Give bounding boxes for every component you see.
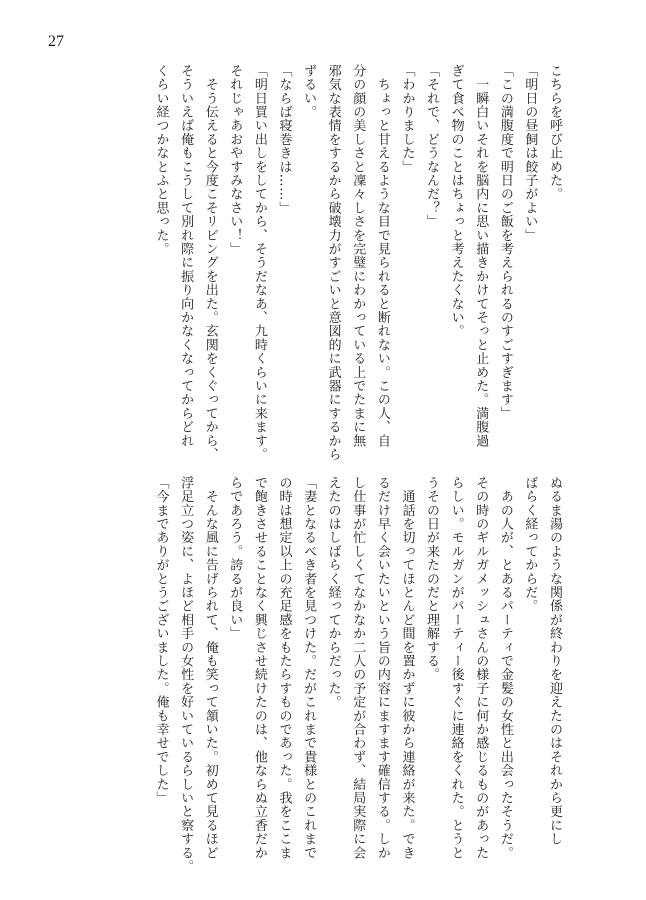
text-line: 「この満腹度で明日のご飯を考えられるのすごすぎます」 bbox=[497, 64, 513, 421]
text-line: の時は想定以上の充足感をもたらすものであった。我をここま bbox=[276, 476, 292, 860]
text-line: うその日が来たのだと理解する。 bbox=[424, 476, 440, 682]
text-line: ぎて食べ物のことはちょっと考えたくない。 bbox=[448, 64, 464, 338]
text-line: 「明日の昼飼は餃子がよい」 bbox=[522, 64, 538, 243]
lower-text-block bbox=[148, 476, 566, 874]
text-line: 分の顔の美しさと凜々しさを完璧にわかっている上でたまに無 bbox=[350, 64, 366, 448]
text-line: ちょっと甘えるような目で見られると断れない。この人、自 bbox=[374, 64, 390, 448]
text-line: 「妻となるべき者を見つけた。だがこれまで貴様とのこれまで bbox=[301, 476, 317, 860]
text-line: 一瞬白いそれを脳内に思い描きかけてそっと止めた。満腹過 bbox=[473, 64, 489, 448]
upper-text-block bbox=[148, 64, 566, 462]
text-line: 「今までありがとうございました。俺も幸せでした」 bbox=[153, 476, 169, 805]
text-line: ぬるま湯のような関係が終わりを迎えたのはそれから更にし bbox=[547, 476, 562, 846]
text-line: それじゃあおやすみなさい！」 bbox=[227, 64, 243, 256]
text-line: えたのはしばらく経ってからだった。 bbox=[325, 476, 341, 709]
text-line: し仕事が忙しくてなかなか二人の予定が合わず、結局実際に会 bbox=[350, 476, 366, 860]
text-line: そんな風に告げられて、俺も笑って頷いた。初めて見るほど bbox=[202, 476, 218, 860]
text-line: ずるい。 bbox=[301, 64, 317, 119]
text-line: そういえば俺もこうして別れ際に振り向かなくなってからどれ bbox=[178, 64, 194, 448]
text-line: あの人が、とあるパーティで金髪の女性と出会ったそうだ。 bbox=[497, 476, 513, 860]
text-line: 「それで、どうなんだ？」 bbox=[424, 64, 440, 229]
text-line: 通話を切ってほとんど間を置かずに彼から連絡が来た。でき bbox=[399, 476, 415, 860]
text-line: その時のギルガメッシュさんの様子に何か感じるものがあった bbox=[473, 476, 489, 860]
text-line: ばらく経ってからだ。 bbox=[522, 476, 538, 613]
text-line: 「ならば寝巻きは……」 bbox=[276, 64, 292, 215]
text-line: こちらを呼び止めた。 bbox=[547, 64, 562, 201]
text-line: るだけ早く会いたいという旨の内容にますます確信する。しか bbox=[374, 476, 390, 860]
text-line: 「わかりました」 bbox=[399, 64, 415, 174]
text-line: らしい。モルガンがパーティー後すぐに連絡をくれた。とうと bbox=[448, 476, 464, 860]
text-line: 浮足立つ姿に、よほど相手の女性を好いているらしいと察する。 bbox=[178, 476, 194, 874]
text-line: で飽きさせることなく興じさせ続けたのは、他ならぬ立香だか bbox=[251, 476, 267, 860]
page-number: 27 bbox=[48, 33, 64, 50]
text-line: らであろう。誇るが良い」 bbox=[227, 476, 243, 641]
text-line: くらい経つかなとふと思った。 bbox=[153, 64, 169, 256]
text-line: そう伝えると今度こそリビングを出た。玄関をくぐってから、 bbox=[202, 64, 218, 462]
text-line: 邪気な表情をするから破壊力がすごいと意図的に武器にするから bbox=[325, 64, 341, 462]
text-line: 「明日買い出しをしてから、そうだなあ、九時くらいに来ます。 bbox=[251, 64, 267, 462]
